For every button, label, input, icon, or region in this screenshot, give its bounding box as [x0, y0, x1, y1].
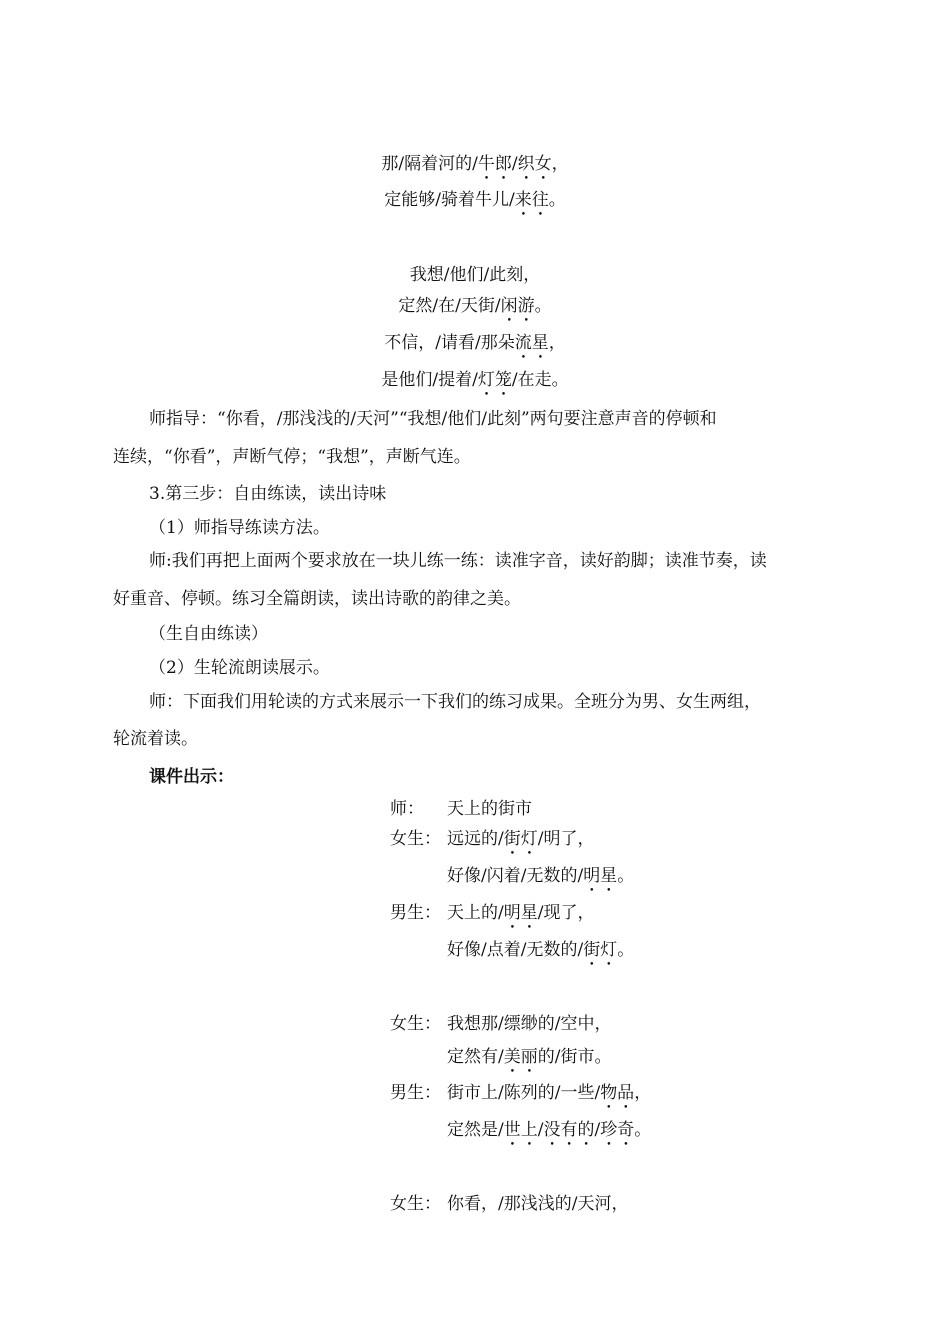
rotation-title-line — [390, 797, 532, 821]
rotation-line: 好像/闪着/无数的/明星。 — [447, 866, 635, 886]
poem-line: 定能够/骑着牛儿/来往。 — [384, 190, 566, 210]
teacher-paragraph-2-cont: 轮流着读。 — [113, 729, 198, 749]
poem-title: 天上的街市 — [447, 799, 532, 819]
rotation-line: 好像/点着/无数的/街灯。 — [447, 940, 635, 960]
courseware-label: 课件出示： — [149, 767, 234, 787]
rotation-line: 男生： 街市上/陈列的/一些/物品， — [390, 1083, 652, 1103]
speaker-label: 男生： — [390, 903, 441, 923]
speaker-label: 女生： — [390, 829, 441, 849]
speaker-label: 男生： — [390, 1083, 441, 1103]
teacher-paragraph-2: 师：下面我们用轮读的方式来展示一下我们的练习成果。全班分为男、女生两组， — [149, 692, 761, 712]
sub-step-1: （1）师指导练读方法。 — [149, 518, 330, 538]
rotation-line: 定然有/美丽的/街市。 — [447, 1047, 612, 1067]
speaker-label: 女生： — [390, 1014, 441, 1034]
poem-line: 那/隔着河的/牛郎/织女， — [381, 154, 569, 174]
poem-line: 不信，/请看/那朵流星， — [384, 333, 566, 353]
rotation-line: 女生： 我想那/缥缈的/空中， — [390, 1014, 612, 1034]
teacher-paragraph: 师:我们再把上面两个要求放在一块儿练一练：读准字音，读好韵脚；读准节奏，读 — [149, 551, 767, 571]
teacher-paragraph-cont: 好重音、停顿。练习全篇朗读，读出诗歌的韵律之美。 — [113, 589, 521, 609]
poem-line: 定然/在/天街/闲游。 — [398, 296, 552, 316]
rotation-line: 定然是/世上/没有的/珍奇。 — [447, 1120, 652, 1140]
step-heading: 3.第三步：自由练读，读出诗味 — [149, 484, 387, 504]
sub-step-2: （2）生轮流朗读展示。 — [149, 658, 330, 678]
guide-paragraph-cont: 连续，“你看”，声断气停；“我想”，声断气连。 — [113, 447, 471, 467]
poem-line: 我想/他们/此刻， — [409, 265, 541, 285]
speaker-label: 女生： — [390, 1194, 441, 1214]
rotation-line: 女生： 你看，/那浅浅的/天河， — [390, 1194, 629, 1214]
rotation-line: 女生： 远远的/街灯/明了， — [390, 829, 595, 849]
free-practice-note: （生自由练读） — [149, 624, 268, 644]
guide-paragraph: 师指导：“你看，/那浅浅的/天河”“我想/他们/此刻”两句要注意声音的停顿和 — [149, 409, 717, 429]
rotation-line: 男生： 天上的/明星/现了， — [390, 903, 595, 923]
speaker-label: 师： — [390, 799, 424, 819]
poem-line: 是他们/提着/灯笼/在走。 — [381, 370, 569, 390]
